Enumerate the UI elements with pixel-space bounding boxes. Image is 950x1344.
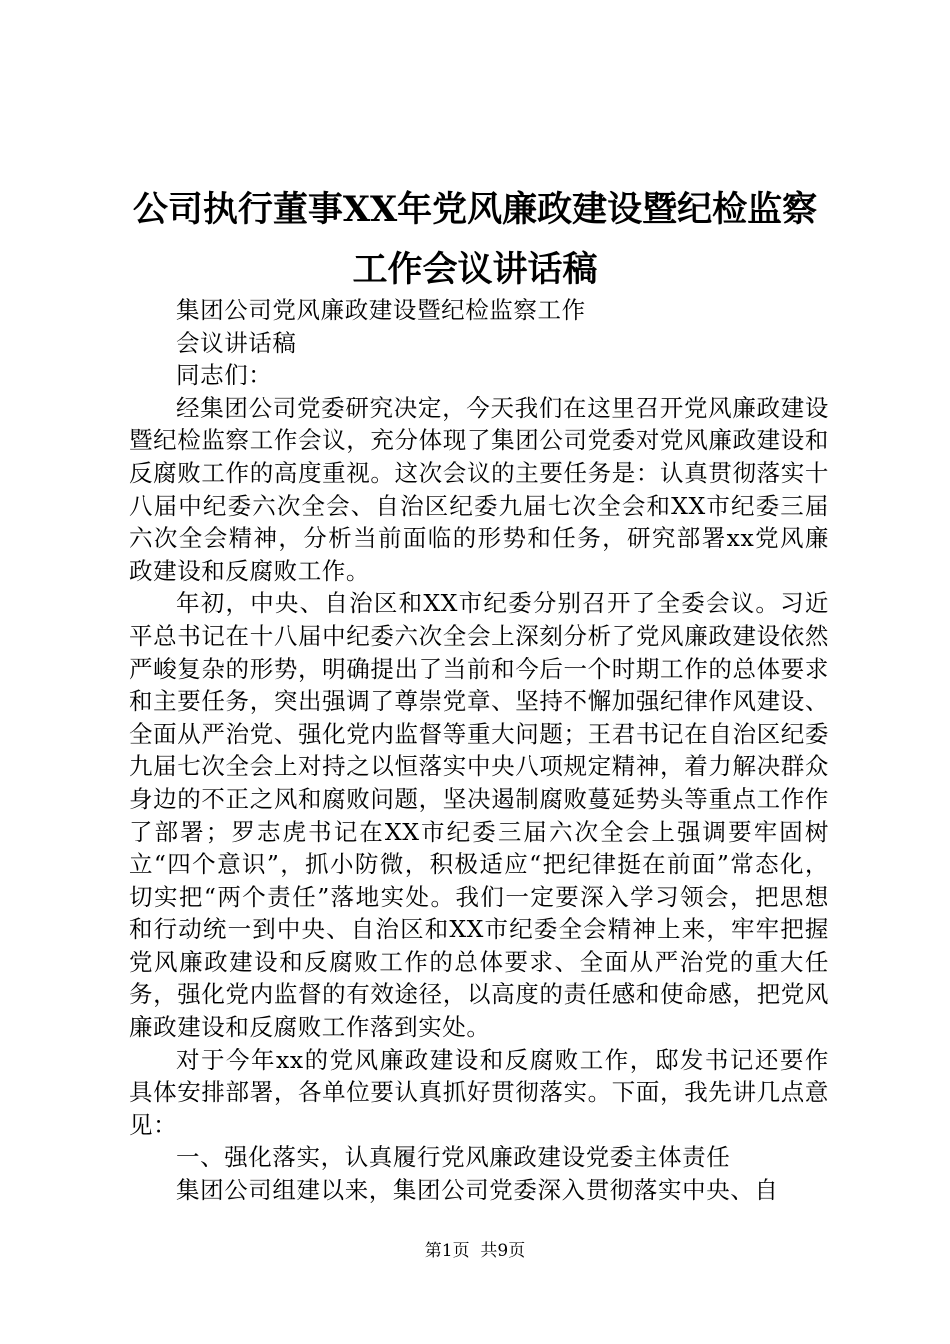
- document-title-line-1: 公司执行董事XX年党风廉政建设暨纪检监察: [132, 189, 818, 230]
- paragraph: 年初，中央、自治区和XX市纪委分别召开了全委会议。习近平总书记在十八届中纪委六次全会上深刻分析了党风廉政建设依然严峻复杂的形势，明确提出了当前和今后一个时期工作的总体要求和主要任务，突出强调了尊崇党章、坚持不懈加强纪律作风建设、全面从严治党、强化党内监督等重大问题；王君书记在自治区纪委九届七次全会上对持之以恒落实中央八项规定精神，着力解决群众身边的不正之风和腐败问题，坚决遏制腐败蔓延势头等重点工作作了部署；罗志虎书记在XX市纪委三届六次全会上强调要牢固树立“四个意识”，抓小防微，积极适应“把纪律挺在前面”常态化，切实把“两个责任”落地实处。我们一定要深入学习领会，把思想和行动统一到中央、自治区和XX市纪委全会精神上来，牢牢把握党风廉政建设和反腐败工作的总体要求、全面从严治党的重大任务，强化党内监督的有效途径，以高度的责任感和使命感，把党风廉政建设和反腐败工作落到实处。: [129, 589, 829, 1042]
- paragraph: 对于今年xx的党风廉政建设和反腐败工作，邸发书记还要作具体安排部署，各单位要认真抓好贯彻落实。下面，我先讲几点意见：: [129, 1045, 829, 1139]
- document-body: [129, 294, 829, 1207]
- paragraph-heading-1: 集团公司党风廉政建设暨纪检监察工作: [176, 296, 586, 324]
- paragraph-salutation: 同志们：: [176, 361, 273, 390]
- page-footer: 第1页 共9页: [424, 1241, 526, 1261]
- section-heading: 一、强化落实，认真履行党风廉政建设党委主体责任: [176, 1143, 731, 1172]
- paragraph: 经集团公司党委研究决定，今天我们在这里召开党风廉政建设暨纪检监察工作会议，充分体现了集团公司党委对党风廉政建设和反腐败工作的高度重视。这次会议的主要任务是：认真贯彻落实十八届中纪委六次全会、自治区纪委九届七次全会和XX市纪委三届六次全会精神，分析当前面临的形势和任务，研究部署xx党风廉政建设和反腐败工作。: [129, 393, 829, 585]
- paragraph-heading-2: 会议讲话稿: [176, 328, 297, 357]
- document-title-line-2: 工作会议讲话稿: [352, 249, 598, 290]
- paragraph: 集团公司组建以来，集团公司党委深入贯彻落实中央、自: [176, 1176, 779, 1205]
